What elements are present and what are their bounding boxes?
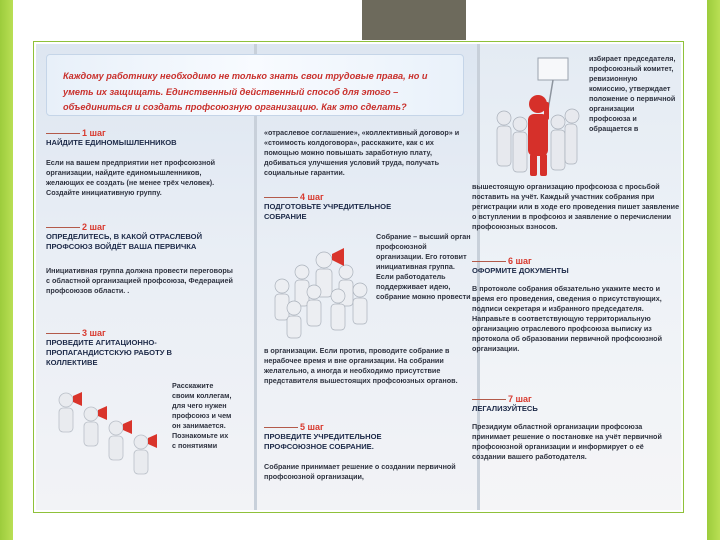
step-label: 3 шаг xyxy=(46,328,106,338)
step-heading: ПРОВЕДИТЕ АГИТАЦИОННО-ПРОПАГАНДИСТСКУЮ РАБОТУ В КОЛЛЕКТИВЕ xyxy=(46,338,173,367)
step-heading: ПРОВЕДИТЕ УЧРЕДИТЕЛЬНОЕ ПРОФСОЮЗНОЕ СОБРАНИЕ. xyxy=(264,432,382,451)
step-text: В протоколе собрания обязательно укажите место и время его проведения, сведения о присутствующих, подписи секретаря и избранного председателя. Направьте в соответствующую территориальную организацию отраслевого профсоюза выписку из протокола об образовании первичной профсоюзной организации. xyxy=(472,284,662,353)
col3-side-text: избирает председателя, профсоюзный комитет, ревизионную комиссию, утверждает положение о первичной организации профсоюза и обращается в xyxy=(589,54,676,133)
col3-cont-text: вышестоящую организацию профсоюза с просьбой поставить на учёт. Каждый участник собрания при регистрации или в ходе его проведения пишет заявление о вступлении в профсоюз и заявление о перечислении профсоюзных взносов. xyxy=(472,182,680,231)
right-green-bar xyxy=(707,0,720,540)
step-heading: ОПРЕДЕЛИТЕСЬ, В КАКОЙ ОТРАСЛЕВОЙ ПРОФСОЮЗ ВОЙДЁТ ВАША ПЕРВИЧКА xyxy=(46,232,203,251)
leader-with-sign-illustration xyxy=(486,52,581,182)
step-label: 4 шаг xyxy=(264,192,324,202)
step-heading: ПОДГОТОВЬТЕ УЧРЕДИТЕЛЬНОЕ СОБРАНИЕ xyxy=(264,202,392,221)
top-decor-rect xyxy=(362,0,466,40)
col2-side-text: Собрание – высший орган профсоюзной организации. Его готовит инициативная группа. Если работодатель поддерживает идею, собрание можно провести xyxy=(376,232,471,301)
step-text: Если на вашем предприятии нет профсоюзной организации, найдите единомышленников, желающих ее создать (не менее трёх человек). Создайте инициативную группу. xyxy=(46,158,216,197)
step-label: 6 шаг xyxy=(472,256,532,266)
megaphone-figures-illustration xyxy=(46,382,168,482)
step-text: Инициативная группа должна провести переговоры с областной организацией профсоюза, Федерацией профсоюзов области. . xyxy=(46,266,233,295)
step-label: 7 шаг xyxy=(472,394,532,404)
step-heading: ЛЕГАЛИЗУЙТЕСЬ xyxy=(472,404,538,413)
step-label: 1 шаг xyxy=(46,128,106,138)
step-text: Президиум областной организации профсоюза принимает решение о постановке на учёт первичной профсоюзной организации и информирует о её создании вашего работодателя. xyxy=(472,422,662,461)
step-heading: НАЙДИТЕ ЕДИНОМЫШЛЕННИКОВ xyxy=(46,138,177,147)
col2-bottom-text: в организации. Если против, проводите собрание в нерабочее время и вне организации. На собрании желательно, а иногда и необходимо присутствие представителя вышестоящих профсоюзных органов. xyxy=(264,346,458,385)
step-text: Расскажите своим коллегам, для чего нужен профсоюз и чем он занимается. Познакомьте их с понятиями xyxy=(172,381,232,450)
step-label: 2 шаг xyxy=(46,222,106,232)
intro-banner xyxy=(46,54,464,116)
left-green-bar xyxy=(0,0,13,540)
col2-top-text: «отраслевое соглашение», «коллективный договор» и «стоимость колдоговора», расскажите, как с их помощью можно повышать заработную плату, добиваться улучшения условий труда, получать социальные гарантии. xyxy=(264,128,460,177)
step-text: Собрание принимает решение о создании первичной профсоюзной организации, xyxy=(264,462,456,481)
intro-banner-text: Каждому работнику необходимо не только знать свои трудовые права, но и уметь их защищать. Единственный действенный способ для этого – объединиться и создать профсоюзную организацию. Как это сделать? xyxy=(63,71,428,112)
step-heading: ОФОРМИТЕ ДОКУМЕНТЫ xyxy=(472,266,569,275)
step-label: 5 шаг xyxy=(264,422,324,432)
crowd-megaphone-illustration xyxy=(264,230,372,340)
brochure-scan xyxy=(36,44,681,510)
